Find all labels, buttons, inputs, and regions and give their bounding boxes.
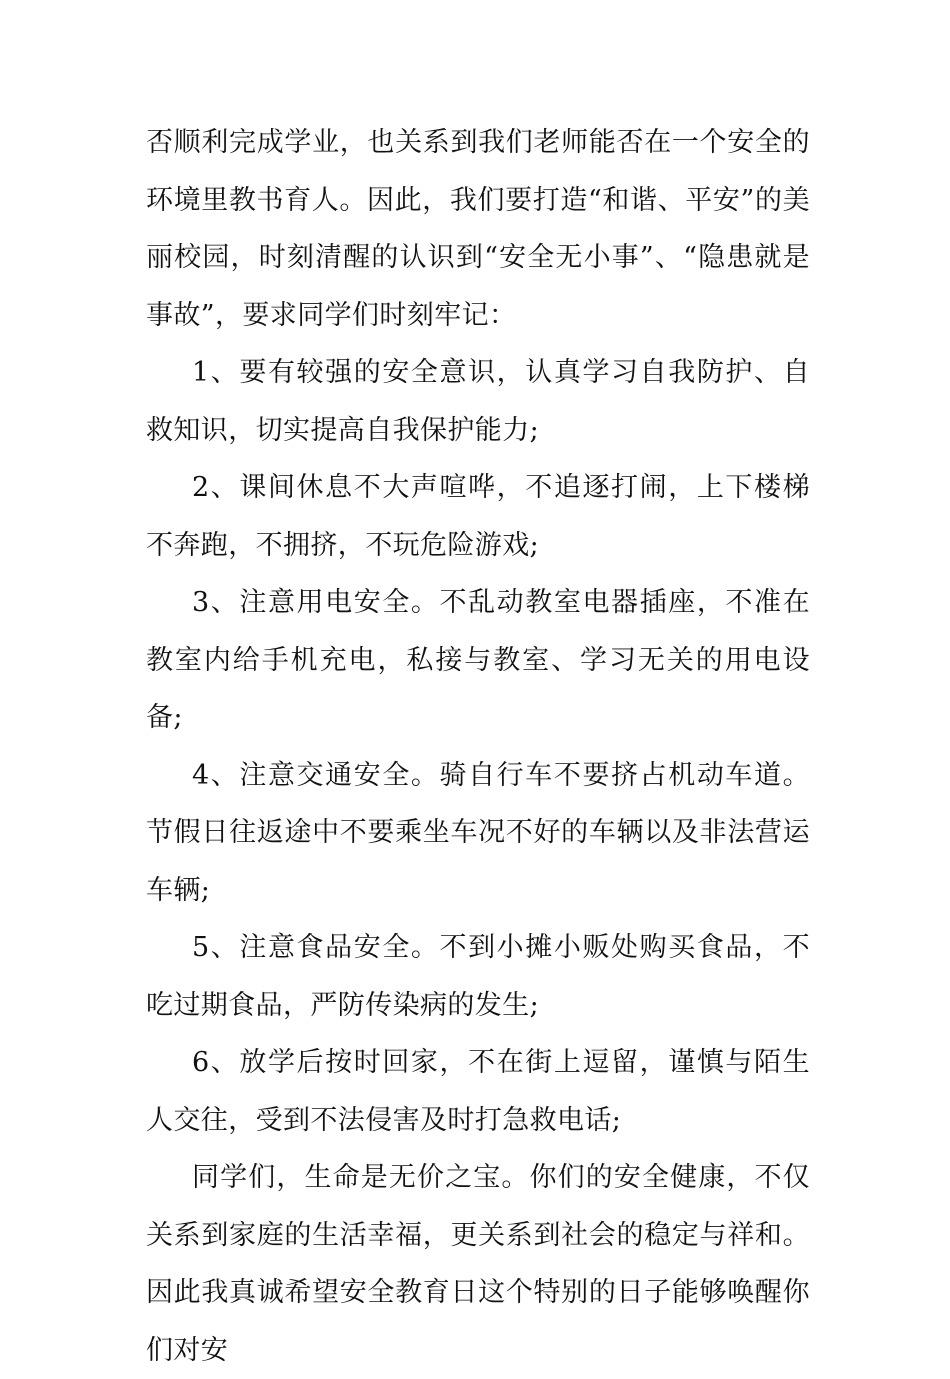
paragraph-rule-6: 6、放学后按时回家，不在街上逗留，谨慎与陌生人交往，受到不法侵害及时打急救电话; — [146, 1047, 810, 1136]
paragraph-rule-3: 3、注意用电安全。不乱动教室电器插座，不准在教室内给手机充电，私接与教室、学习无关的用电设备; — [146, 587, 810, 733]
paragraph-rule-1: 1、要有较强的安全意识，认真学习自我防护、自救知识，切实提高自我保护能力; — [146, 357, 810, 446]
paragraph-rule-2: 2、课间休息不大声喧哗，不追逐打闹，上下楼梯不奔跑，不拥挤，不玩危险游戏; — [146, 472, 810, 561]
paragraph-closing: 同学们，生命是无价之宝。你们的安全健康，不仅关系到家庭的生活幸福，更关系到社会的稳定与祥和。因此我真诚希望安全教育日这个特别的日子能够唤醒你们对安 — [146, 1162, 810, 1366]
document-body — [146, 114, 810, 1379]
paragraph-rule-4: 4、注意交通安全。骑自行车不要挤占机动车道。节假日往返途中不要乘坐车况不好的车辆以及非法营运车辆; — [146, 759, 810, 906]
paragraph-continuation: 否顺利完成学业，也关系到我们老师能否在一个安全的环境里教书育人。因此，我们要打造“和谐、平安”的美丽校园，时刻清醒的认识到“安全无小事”、“隐患就是事故”，要求同学们时刻牢记： — [146, 127, 810, 331]
paragraph-rule-5: 5、注意食品安全。不到小摊小贩处购买食品，不吃过期食品，严防传染病的发生; — [146, 932, 810, 1021]
